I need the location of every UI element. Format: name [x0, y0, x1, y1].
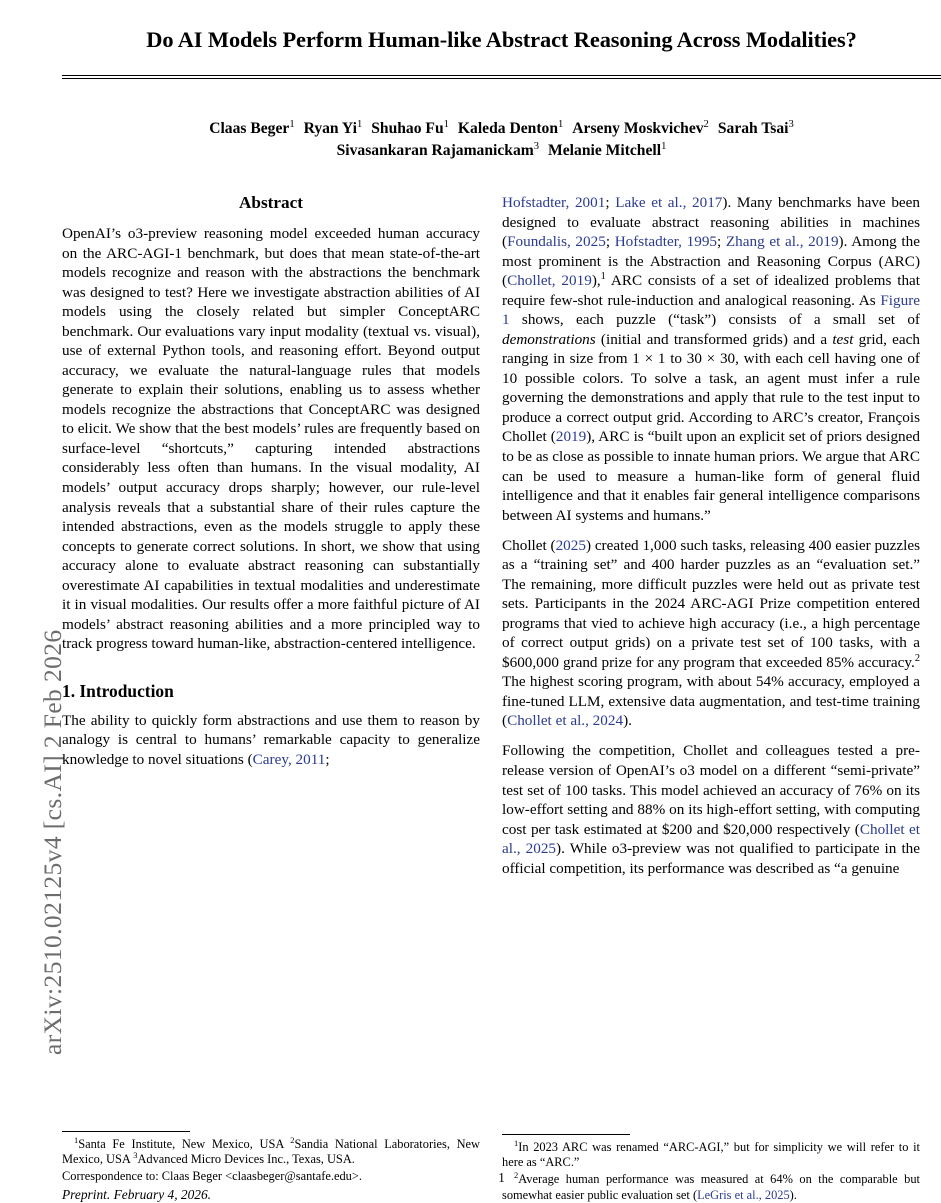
- author-affiliation-marker: 1: [356, 118, 363, 130]
- citation-legris-2025[interactable]: LeGris et al., 2025: [697, 1187, 790, 1202]
- footnote-marker-1[interactable]: 1: [600, 271, 606, 283]
- footnote-2-text-b: ).: [789, 1187, 797, 1202]
- author-entry: [209, 120, 294, 137]
- right-paragraph-3: [502, 741, 920, 878]
- citation-chollet-et-al-2025[interactable]: Chollet et al., 2025: [502, 820, 920, 858]
- title-block: [62, 0, 941, 79]
- affiliation-1: Santa Fe Institute, New Mexico, USA: [78, 1136, 291, 1151]
- title-rule: [62, 75, 941, 79]
- text-run: ) created 1,000 such tasks, releasing 400 easier puzzles as a “training set” and 400 harder puzzles as an “evaluation set.” The remaining, more difficult puzzles were held out as private test sets. Participants in the 2024 ARC-AGI Prize competition entered programs that vied to achieve high accuracy (i.e., a high percentage of correct output grids) on a private test set of 100 tasks, with a $600,000 grand prize for any program that exceeded 85% accuracy.: [502, 536, 920, 671]
- author-name: Arseny Moskvichev: [572, 119, 704, 137]
- affiliation-marker-2: 2: [290, 1134, 295, 1145]
- text-run: ),: [591, 272, 601, 290]
- text-run: ;: [605, 233, 615, 251]
- author-entry: [371, 120, 449, 137]
- emphasis-demonstrations: demonstrations: [502, 330, 596, 348]
- section-heading-introduction: 1. Introduction: [62, 680, 174, 701]
- footnote-rule: [62, 1131, 190, 1132]
- affiliations-footnote: [62, 1134, 480, 1168]
- figure-reference-1[interactable]: Figure 1: [502, 291, 920, 329]
- text-run: (initial and transformed grids) and a: [595, 330, 833, 348]
- citation-lake-2017[interactable]: Lake et al., 2017: [615, 194, 723, 212]
- author-name: Shuhao Fu: [371, 119, 444, 137]
- citation-carey-2011[interactable]: Carey, 2011: [252, 750, 326, 768]
- author-entry: [548, 142, 666, 159]
- footnote-marker-2[interactable]: 2: [914, 652, 920, 664]
- author-entry: [304, 120, 363, 137]
- introduction-paragraph: [62, 711, 480, 770]
- left-footnote-block: [62, 1131, 480, 1203]
- footnote-2-text-a: Average human performance was measured at 64% on the comparable but somewhat easier public evaluation set (: [502, 1172, 920, 1202]
- affiliation-marker-1: 1: [74, 1134, 79, 1145]
- affiliation-2: Sandia National Laboratories, New Mexico, USA: [62, 1136, 480, 1166]
- text-run: ), ARC is “built upon an explicit set of priors designed to be as close as possible to innate human priors. We argue that ARC can be used to measure a human-like form of general fluid intelligence and that it enables fair general intelligence comparisons between AI systems and humans.”: [502, 428, 920, 524]
- text-run: ). Among the most prominent is the Abstraction and Reasoning Corpus (ARC) (: [502, 233, 920, 290]
- paper-page: [62, 0, 941, 1200]
- citation-chollet-2019-inline[interactable]: 2019: [555, 428, 587, 446]
- citation-chollet-et-al-2024[interactable]: Chollet et al., 2024: [507, 712, 624, 730]
- citation-hofstadter-1995[interactable]: Hofstadter, 1995: [614, 233, 718, 251]
- text-run: ). While o3-preview was not qualified to participate in the official competition, its performance was described as “a genuine: [502, 840, 920, 877]
- footnote-1: [502, 1137, 920, 1171]
- correspondence-footnote: Correspondence to: Claas Beger <claasbeger@santafe.edu>.: [62, 1169, 362, 1184]
- right-paragraph-1: [502, 193, 920, 525]
- author-affiliation-marker: 1: [289, 118, 295, 130]
- right-paragraph-2: [502, 536, 920, 731]
- author-name: Melanie Mitchell: [548, 142, 662, 160]
- footnote-number-2: 2: [514, 1170, 519, 1181]
- abstract-text: OpenAI’s o3-preview reasoning model exceeded human accuracy on the ARC-AGI-1 benchmark, but does that mean state-of-the-art models recognize and reason with the abstractions the benchmark was designed to test? Here we investigate abstraction abilities of AI models using the closely related but simpler ConceptARC benchmark. Our evaluations vary input modality (textual vs. visual), use of external Python tools, and reasoning effort. Beyond output accuracy, we evaluate the natural-language rules that models generate to explain their solutions, enabling us to assess whether models recognize the abstractions that ConceptARC was designed to elicit. We show that the best models’ rules are frequently based on surface-level “shortcuts,” capturing intended abstractions considerably less often than humans. In the visual modality, AI models’ output accuracy drops sharply; however, our rule-level analysis reveals that a substantial share of their rules capture the intended abstractions, even as the models struggle to apply these concepts to generate correct solutions. In short, we show that using accuracy alone to evaluate abstract reasoning can substantially overestimate AI capabilities in textual modalities and underestimate it in visual modalities. Our results offer a more faithful picture of AI models’ abstract reasoning abilities and a more principled way to track progress toward human-like, abstraction-centered intelligence.: [62, 225, 480, 653]
- text-run: Chollet (: [502, 536, 556, 554]
- author-name: Kaleda Denton: [457, 119, 558, 137]
- page-title: Do AI Models Perform Human-like Abstract Reasoning Across Modalities?: [146, 27, 857, 52]
- author-name: Ryan Yi: [303, 119, 357, 137]
- text-run: ;: [605, 194, 616, 212]
- author-affiliation-marker: 3: [788, 118, 794, 130]
- preprint-notice: Preprint. February 4, 2026.: [62, 1186, 212, 1202]
- author-name: Sivasankaran Rajamanickam: [336, 142, 534, 160]
- text-run: grid, each ranging in size from 1 × 1 to 30 × 30, with each cell having one of 10 possible colors. To solve a task, an agent must infer a rule governing the demonstrations and apply that rule to the test input to produce a correct output grid. According to ARC’s creator, François Chollet (: [502, 330, 920, 446]
- affiliation-3: Advanced Micro Devices Inc., Texas, USA.: [137, 1151, 355, 1166]
- citation-foundalis-2025[interactable]: Foundalis, 2025: [507, 233, 606, 251]
- right-column: [502, 193, 920, 1203]
- text-run: ). Many benchmarks have been designed to evaluate abstract reasoning abilities in machines (: [502, 194, 920, 251]
- text-run: ).: [623, 712, 632, 730]
- affiliation-marker-3: 3: [133, 1149, 138, 1160]
- page-number: 1: [498, 1170, 505, 1185]
- text-run: shows, each puzzle (“task”) consists of a small set of: [509, 311, 920, 329]
- abstract-heading: Abstract: [239, 193, 303, 213]
- intro-text-post: ;: [325, 750, 330, 768]
- author-list: [62, 118, 941, 163]
- author-name: Sarah Tsai: [717, 119, 789, 137]
- author-entry: [458, 120, 563, 137]
- body-columns: [62, 193, 941, 1203]
- author-entry: [572, 120, 709, 137]
- arxiv-stamp-text: arXiv:2510.02125v4 [cs.AI] 2 Feb 2026: [38, 629, 67, 1055]
- citation-chollet-2025[interactable]: 2025: [555, 536, 586, 554]
- text-run: Following the competition, Chollet and colleagues tested a pre-release version of OpenAI’s o3 model on a different “semi-private” test set of 100 tasks. This model achieved an accuracy of 76% on its low-effort setting and 88% on its high-effort setting, with computing cost per task estimated at $200 and $20,000 respectively (: [502, 742, 920, 838]
- author-entry: [337, 142, 539, 159]
- emphasis-test: test: [832, 330, 854, 348]
- intro-text-pre: The ability to quickly form abstractions and use them to reason by analogy is central to humans’ remarkable capacity to generalize knowledge to novel situations (: [62, 711, 480, 768]
- author-affiliation-marker: 1: [443, 118, 449, 130]
- left-column: [62, 193, 480, 1203]
- text-run: The highest scoring program, with about 54% accuracy, employed a fine-tuned LLM, extensive data augmentation, and test-time training (: [502, 673, 920, 730]
- author-affiliation-marker: 1: [661, 141, 667, 153]
- footnote-1-text: In 2023 ARC was renamed “ARC-AGI,” but for simplicity we will refer to it here as “ARC.”: [502, 1139, 920, 1170]
- footnote-number-1: 1: [514, 1137, 519, 1148]
- author-name: Claas Beger: [209, 119, 290, 137]
- author-affiliation-marker: 2: [703, 118, 709, 130]
- footnote-rule: [502, 1134, 630, 1135]
- citation-chollet-2019[interactable]: Chollet, 2019: [507, 272, 592, 290]
- citation-hofstadter-2001[interactable]: Hofstadter, 2001: [502, 194, 606, 212]
- author-entry: [718, 120, 794, 137]
- author-affiliation-marker: 3: [533, 141, 540, 153]
- citation-zhang-2019[interactable]: Zhang et al., 2019: [725, 233, 839, 251]
- author-affiliation-marker: 1: [558, 118, 564, 130]
- arxiv-stamp: [0, 0, 67, 1200]
- text-run: ARC consists of a set of idealized problems that require few-shot rule-induction and analogical reasoning. As: [502, 272, 921, 309]
- right-footnote-block: [502, 1134, 920, 1203]
- text-run: ;: [717, 233, 726, 251]
